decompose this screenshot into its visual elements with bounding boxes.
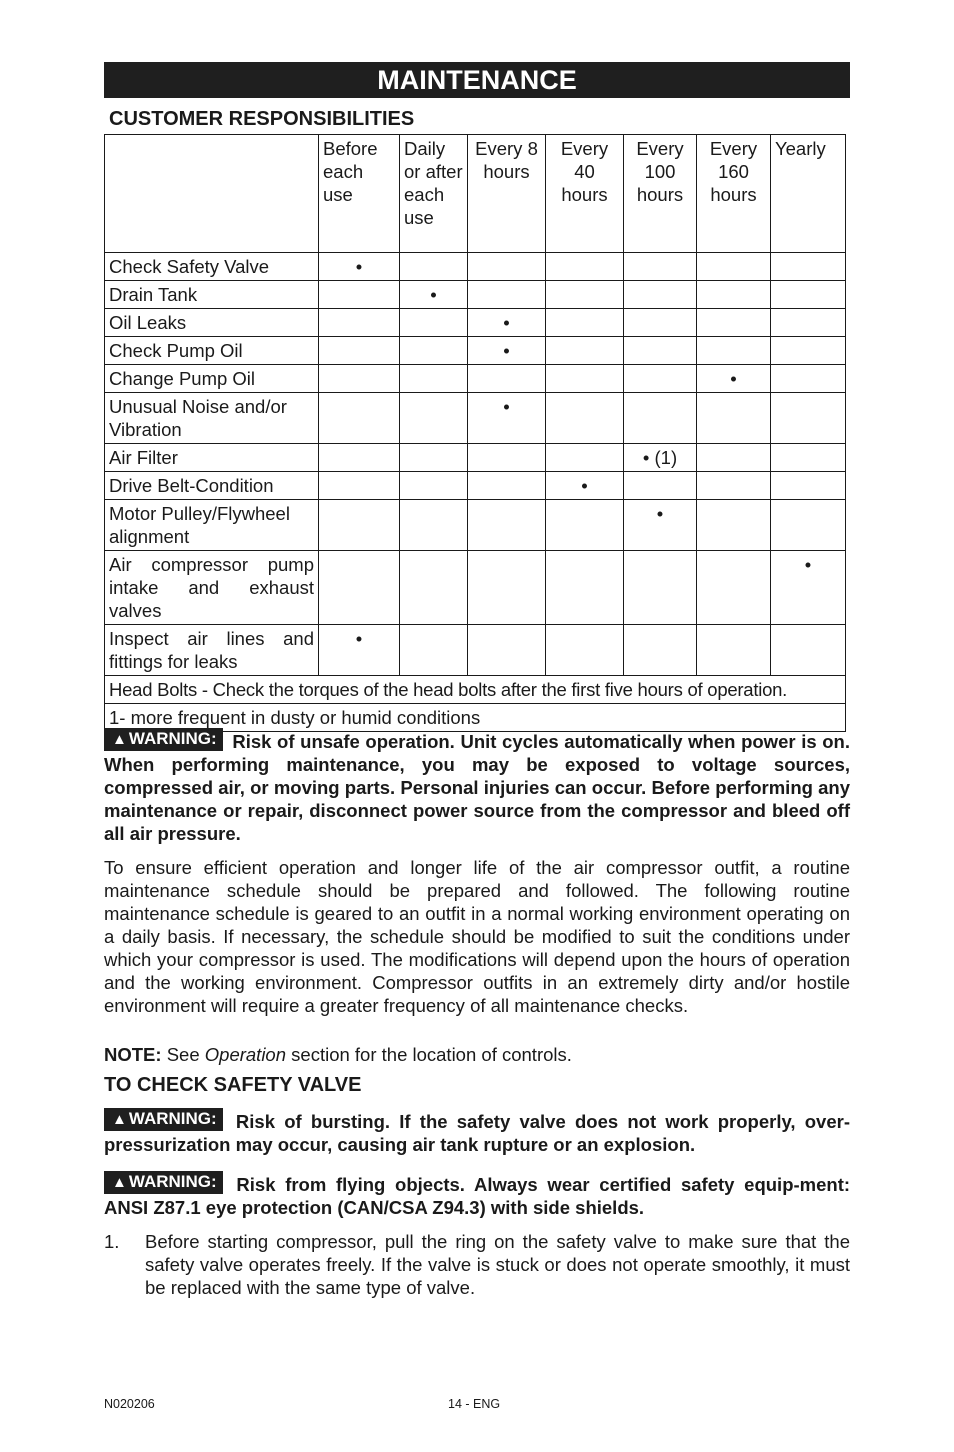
schedule-mark-cell [771, 500, 846, 551]
schedule-mark-cell: • (1) [624, 444, 697, 472]
schedule-mark-cell [400, 253, 468, 281]
schedule-mark-cell: • [697, 365, 771, 393]
section-heading-customer-responsibilities: CUSTOMER RESPONSIBILITIES [109, 108, 415, 130]
schedule-mark-cell [468, 551, 546, 625]
schedule-mark-cell [697, 253, 771, 281]
schedule-mark-cell [319, 365, 400, 393]
schedule-mark-cell [319, 337, 400, 365]
task-cell: Change Pump Oil [105, 365, 319, 393]
schedule-mark-cell [546, 309, 624, 337]
task-cell: Drain Tank [105, 281, 319, 309]
schedule-mark-cell [771, 253, 846, 281]
warning-label-text: WARNING: [128, 729, 217, 748]
schedule-mark-cell [468, 444, 546, 472]
section-heading-safety-valve: TO CHECK SAFETY VALVE [104, 1074, 362, 1096]
schedule-mark-cell [400, 472, 468, 500]
warning-triangle-icon: ▲ [112, 731, 127, 748]
schedule-mark-cell [624, 253, 697, 281]
column-header-daily: Daily or after each use [400, 135, 468, 253]
schedule-mark-cell [546, 337, 624, 365]
table-row [105, 337, 846, 365]
schedule-mark-cell [624, 337, 697, 365]
warning-label-text: WARNING: [128, 1109, 217, 1128]
warning-label [104, 1108, 223, 1131]
task-cell: Inspect air lines and fittings for leaks [105, 625, 319, 676]
schedule-mark-cell [400, 309, 468, 337]
task-cell: Oil Leaks [105, 309, 319, 337]
schedule-mark-cell [624, 551, 697, 625]
schedule-mark-cell [546, 365, 624, 393]
table-row [105, 281, 846, 309]
task-cell: Check Pump Oil [105, 337, 319, 365]
schedule-mark-cell [697, 625, 771, 676]
schedule-mark-cell [624, 365, 697, 393]
schedule-mark-cell [319, 551, 400, 625]
table-row [105, 444, 846, 472]
head-bolts-note: Head Bolts - Check the torques of the head bolts after the first five hours of operation. [105, 676, 846, 704]
page-title: MAINTENANCE [104, 62, 850, 98]
schedule-mark-cell [546, 444, 624, 472]
column-header-before-each-use: Before each use [319, 135, 400, 253]
step-number: 1. [104, 1231, 120, 1252]
maintenance-schedule-table [104, 134, 846, 732]
schedule-mark-cell: • [468, 393, 546, 444]
schedule-mark-cell [771, 309, 846, 337]
column-header-every-8-hours: Every 8 hours [468, 135, 546, 253]
schedule-mark-cell: • [624, 500, 697, 551]
schedule-mark-cell [319, 500, 400, 551]
schedule-mark-cell [400, 551, 468, 625]
note-paragraph [104, 1043, 850, 1066]
schedule-mark-cell [319, 281, 400, 309]
table-row [105, 500, 846, 551]
task-cell: Motor Pulley/Flywheel alignment [105, 500, 319, 551]
schedule-mark-cell [771, 337, 846, 365]
schedule-mark-cell [468, 253, 546, 281]
schedule-mark-cell [624, 625, 697, 676]
warning-flying-objects [104, 1173, 850, 1219]
schedule-mark-cell: • [400, 281, 468, 309]
footnote-dusty-humid: 1- more frequent in dusty or humid conditions [105, 704, 846, 732]
schedule-mark-cell [319, 444, 400, 472]
schedule-mark-cell [771, 393, 846, 444]
schedule-mark-cell [624, 309, 697, 337]
schedule-mark-cell [771, 625, 846, 676]
task-cell: Check Safety Valve [105, 253, 319, 281]
column-header-every-40-hours: Every 40 hours [546, 135, 624, 253]
schedule-mark-cell [771, 444, 846, 472]
step-1 [104, 1230, 850, 1299]
schedule-mark-cell: • [319, 253, 400, 281]
schedule-mark-cell [624, 472, 697, 500]
schedule-mark-cell [697, 500, 771, 551]
table-note-row [105, 676, 846, 704]
note-emphasis: Operation [204, 1044, 287, 1065]
schedule-mark-cell [697, 309, 771, 337]
task-cell: Air compressor pump intake and exhaust valves [105, 551, 319, 625]
column-header-every-100-hours: Every 100 hours [624, 135, 697, 253]
note-text-pre: See [161, 1044, 205, 1065]
column-header-task [105, 135, 319, 253]
schedule-mark-cell [468, 365, 546, 393]
schedule-mark-cell [319, 472, 400, 500]
schedule-mark-cell [468, 500, 546, 551]
schedule-mark-cell [697, 393, 771, 444]
schedule-mark-cell [546, 253, 624, 281]
schedule-mark-cell [546, 393, 624, 444]
warning-3-text: Risk from flying objects. Always wear certified safety equip-ment: ANSI Z87.1 eye protection (CAN/CSA Z94.3) with side shields. [104, 1174, 851, 1218]
warning-unsafe-operation [104, 730, 850, 845]
warning-label [104, 728, 223, 751]
schedule-mark-cell [546, 625, 624, 676]
table-row [105, 551, 846, 625]
schedule-mark-cell [546, 500, 624, 551]
table-row [105, 253, 846, 281]
warning-triangle-icon: ▲ [112, 1174, 127, 1191]
table-row [105, 309, 846, 337]
schedule-mark-cell [400, 625, 468, 676]
task-cell: Air Filter [105, 444, 319, 472]
table-header-row [105, 135, 846, 253]
schedule-mark-cell [546, 281, 624, 309]
step-text: Before starting compressor, pull the ring on the safety valve to make sure that the safety valve operates freely. If the valve is stuck or does not operate smoothly, it must be replaced with the same type of valve. [145, 1231, 850, 1298]
schedule-mark-cell [468, 472, 546, 500]
schedule-mark-cell [771, 472, 846, 500]
schedule-mark-cell: • [546, 472, 624, 500]
note-label: NOTE: [104, 1044, 162, 1065]
warning-label [104, 1171, 223, 1194]
warning-bursting [104, 1110, 850, 1156]
schedule-mark-cell: • [468, 309, 546, 337]
schedule-mark-cell [697, 337, 771, 365]
maintenance-intro-paragraph: To ensure efficient operation and longer life of the air compressor outfit, a routine maintenance schedule should be prepared and followed. The following routine maintenance schedule is geared to an outfit in a normal working environment operating on a daily basis. If necessary, the schedule should be modified to suit the conditions under which your compressor is used. The modifications will depend upon the hours of operation and the working environment. Compressor outfits in an extremely dirty and/or hostile environment will require a greater frequency of all maintenance checks. [104, 857, 850, 1016]
column-header-yearly: Yearly [771, 135, 846, 253]
schedule-mark-cell [624, 281, 697, 309]
schedule-mark-cell [468, 625, 546, 676]
task-cell: Drive Belt-Condition [105, 472, 319, 500]
column-header-every-160-hours: Every 160 hours [697, 135, 771, 253]
schedule-mark-cell [546, 551, 624, 625]
table-row [105, 365, 846, 393]
document-code: N020206 [104, 1397, 155, 1411]
note-text-post: section for the location of controls. [286, 1044, 572, 1065]
schedule-mark-cell [400, 393, 468, 444]
schedule-mark-cell [468, 281, 546, 309]
task-cell: Unusual Noise and/or Vibration [105, 393, 319, 444]
table-row [105, 625, 846, 676]
schedule-mark-cell [697, 472, 771, 500]
schedule-mark-cell [400, 337, 468, 365]
schedule-mark-cell [697, 281, 771, 309]
warning-2-text: Risk of bursting. If the safety valve does not work properly, over-pressurization may occur, causing air tank rupture or an explosion. [104, 1111, 850, 1155]
schedule-mark-cell [697, 551, 771, 625]
warning-1-text: Risk of unsafe operation. Unit cycles automatically when power is on. When performing maintenance, you may be exposed to voltage sources, compressed air, or moving parts. Personal injuries can occur. Before performing any maintenance or repair, disconnect power source from the compressor and bleed off all air pressure. [104, 731, 850, 844]
schedule-mark-cell [319, 309, 400, 337]
table-row [105, 472, 846, 500]
schedule-mark-cell [319, 393, 400, 444]
schedule-mark-cell: • [319, 625, 400, 676]
schedule-mark-cell [400, 500, 468, 551]
schedule-mark-cell: • [771, 551, 846, 625]
page-number: 14 - ENG [448, 1397, 501, 1411]
schedule-mark-cell [400, 444, 468, 472]
warning-label-text: WARNING: [128, 1172, 217, 1191]
schedule-mark-cell [771, 281, 846, 309]
table-row [105, 393, 846, 444]
schedule-mark-cell: • [468, 337, 546, 365]
schedule-mark-cell [697, 444, 771, 472]
schedule-mark-cell [624, 393, 697, 444]
schedule-mark-cell [771, 365, 846, 393]
schedule-mark-cell [400, 365, 468, 393]
warning-triangle-icon: ▲ [112, 1111, 127, 1128]
